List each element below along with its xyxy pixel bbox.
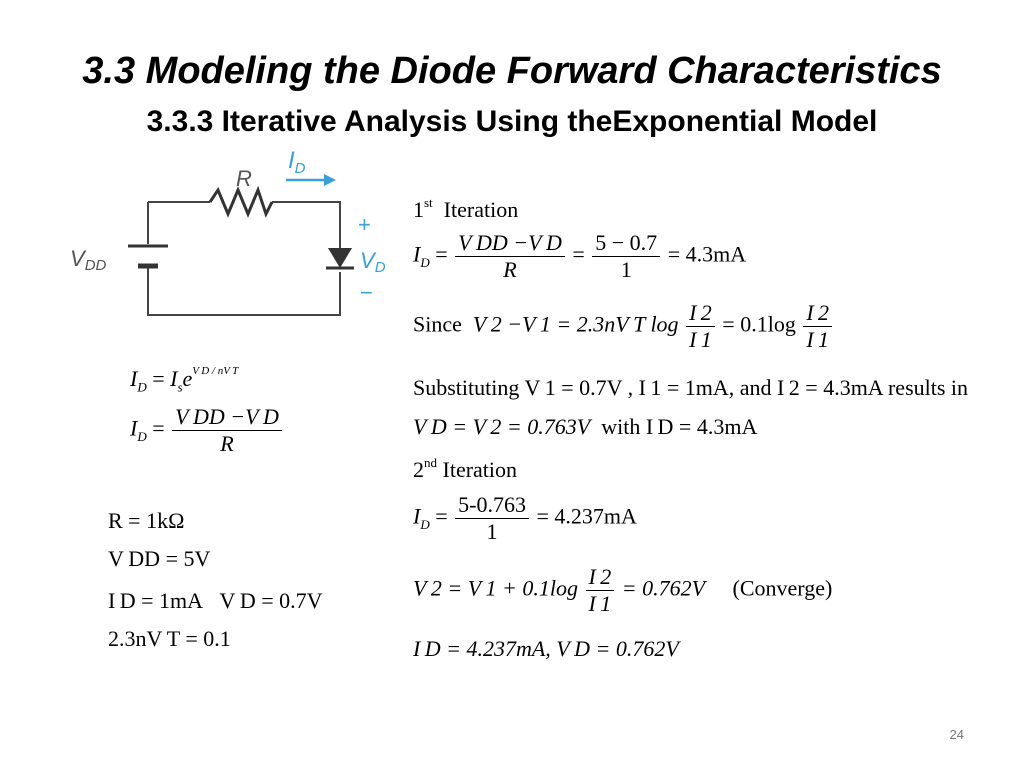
iteration2-current-equation: $I_D$ = $\frac{5-0.763}{1}$ = 4.237mA [413,492,637,544]
substitution-line: Substituting V 1 = 0.7V , I 1 = 1mA, and I 2 = 4.3mA results in [413,375,969,400]
param-id-vd: I D = 1mA V D = 0.7V [108,588,323,613]
battery-symbol [128,246,168,266]
resistor-symbol [210,190,272,214]
current-arrow-icon [286,174,336,186]
final-result-line: I D = 4.237mA, V D = 0.762V [413,636,679,661]
plus-sign: + [358,212,371,237]
param-r: R = 1kΩ [108,508,185,533]
supply-label: VDD [70,246,107,274]
iteration1-heading: 1st Iteration [413,195,519,222]
page-number: 24 [949,727,964,742]
iteration1-result-line: V D = V 2 = 0.763V with I D = 4.3mA [413,414,758,439]
iteration2-voltage-equation: V 2 = V 1 + 0.1log $\frac{I 2}{I 1}$ = 0.762V (Converge) [413,564,833,616]
diode-voltage-label: VD [360,248,386,276]
param-nvt: 2.3nV T = 0.1 [108,626,231,651]
resistor-label: R [236,166,252,191]
iteration2-heading: 2nd Iteration [413,455,518,482]
param-vdd: V DD = 5V [108,546,211,571]
load-line-equation: $I_D$ = $\frac{\text{V DD −V D}}{R}$ [130,406,284,455]
current-label: $I_D$ [288,147,306,177]
iteration1-current-equation: $I_D$ = $\frac{\text{V DD −V D}}{R}$ = $\frac{5 - 0.7}{1}$ = 4.3mA [413,230,747,282]
diode-symbol [326,244,354,268]
diode-circuit-diagram [60,140,400,330]
page-subtitle: 3.3.3 Iterative Analysis Using theExponential Model [146,105,878,138]
shockley-equation: $I_D = I_se^{V D / nV T}$ [130,365,239,395]
since-equation: Since V 2 −V 1 = 2.3nV T log $\frac{I 2}{I 1}$ = 0.1log $\frac{I 2}{I 1}$ [413,302,834,351]
page-title: 3.3 Modeling the Diode Forward Characteristics [82,50,942,92]
minus-sign: − [360,280,373,305]
